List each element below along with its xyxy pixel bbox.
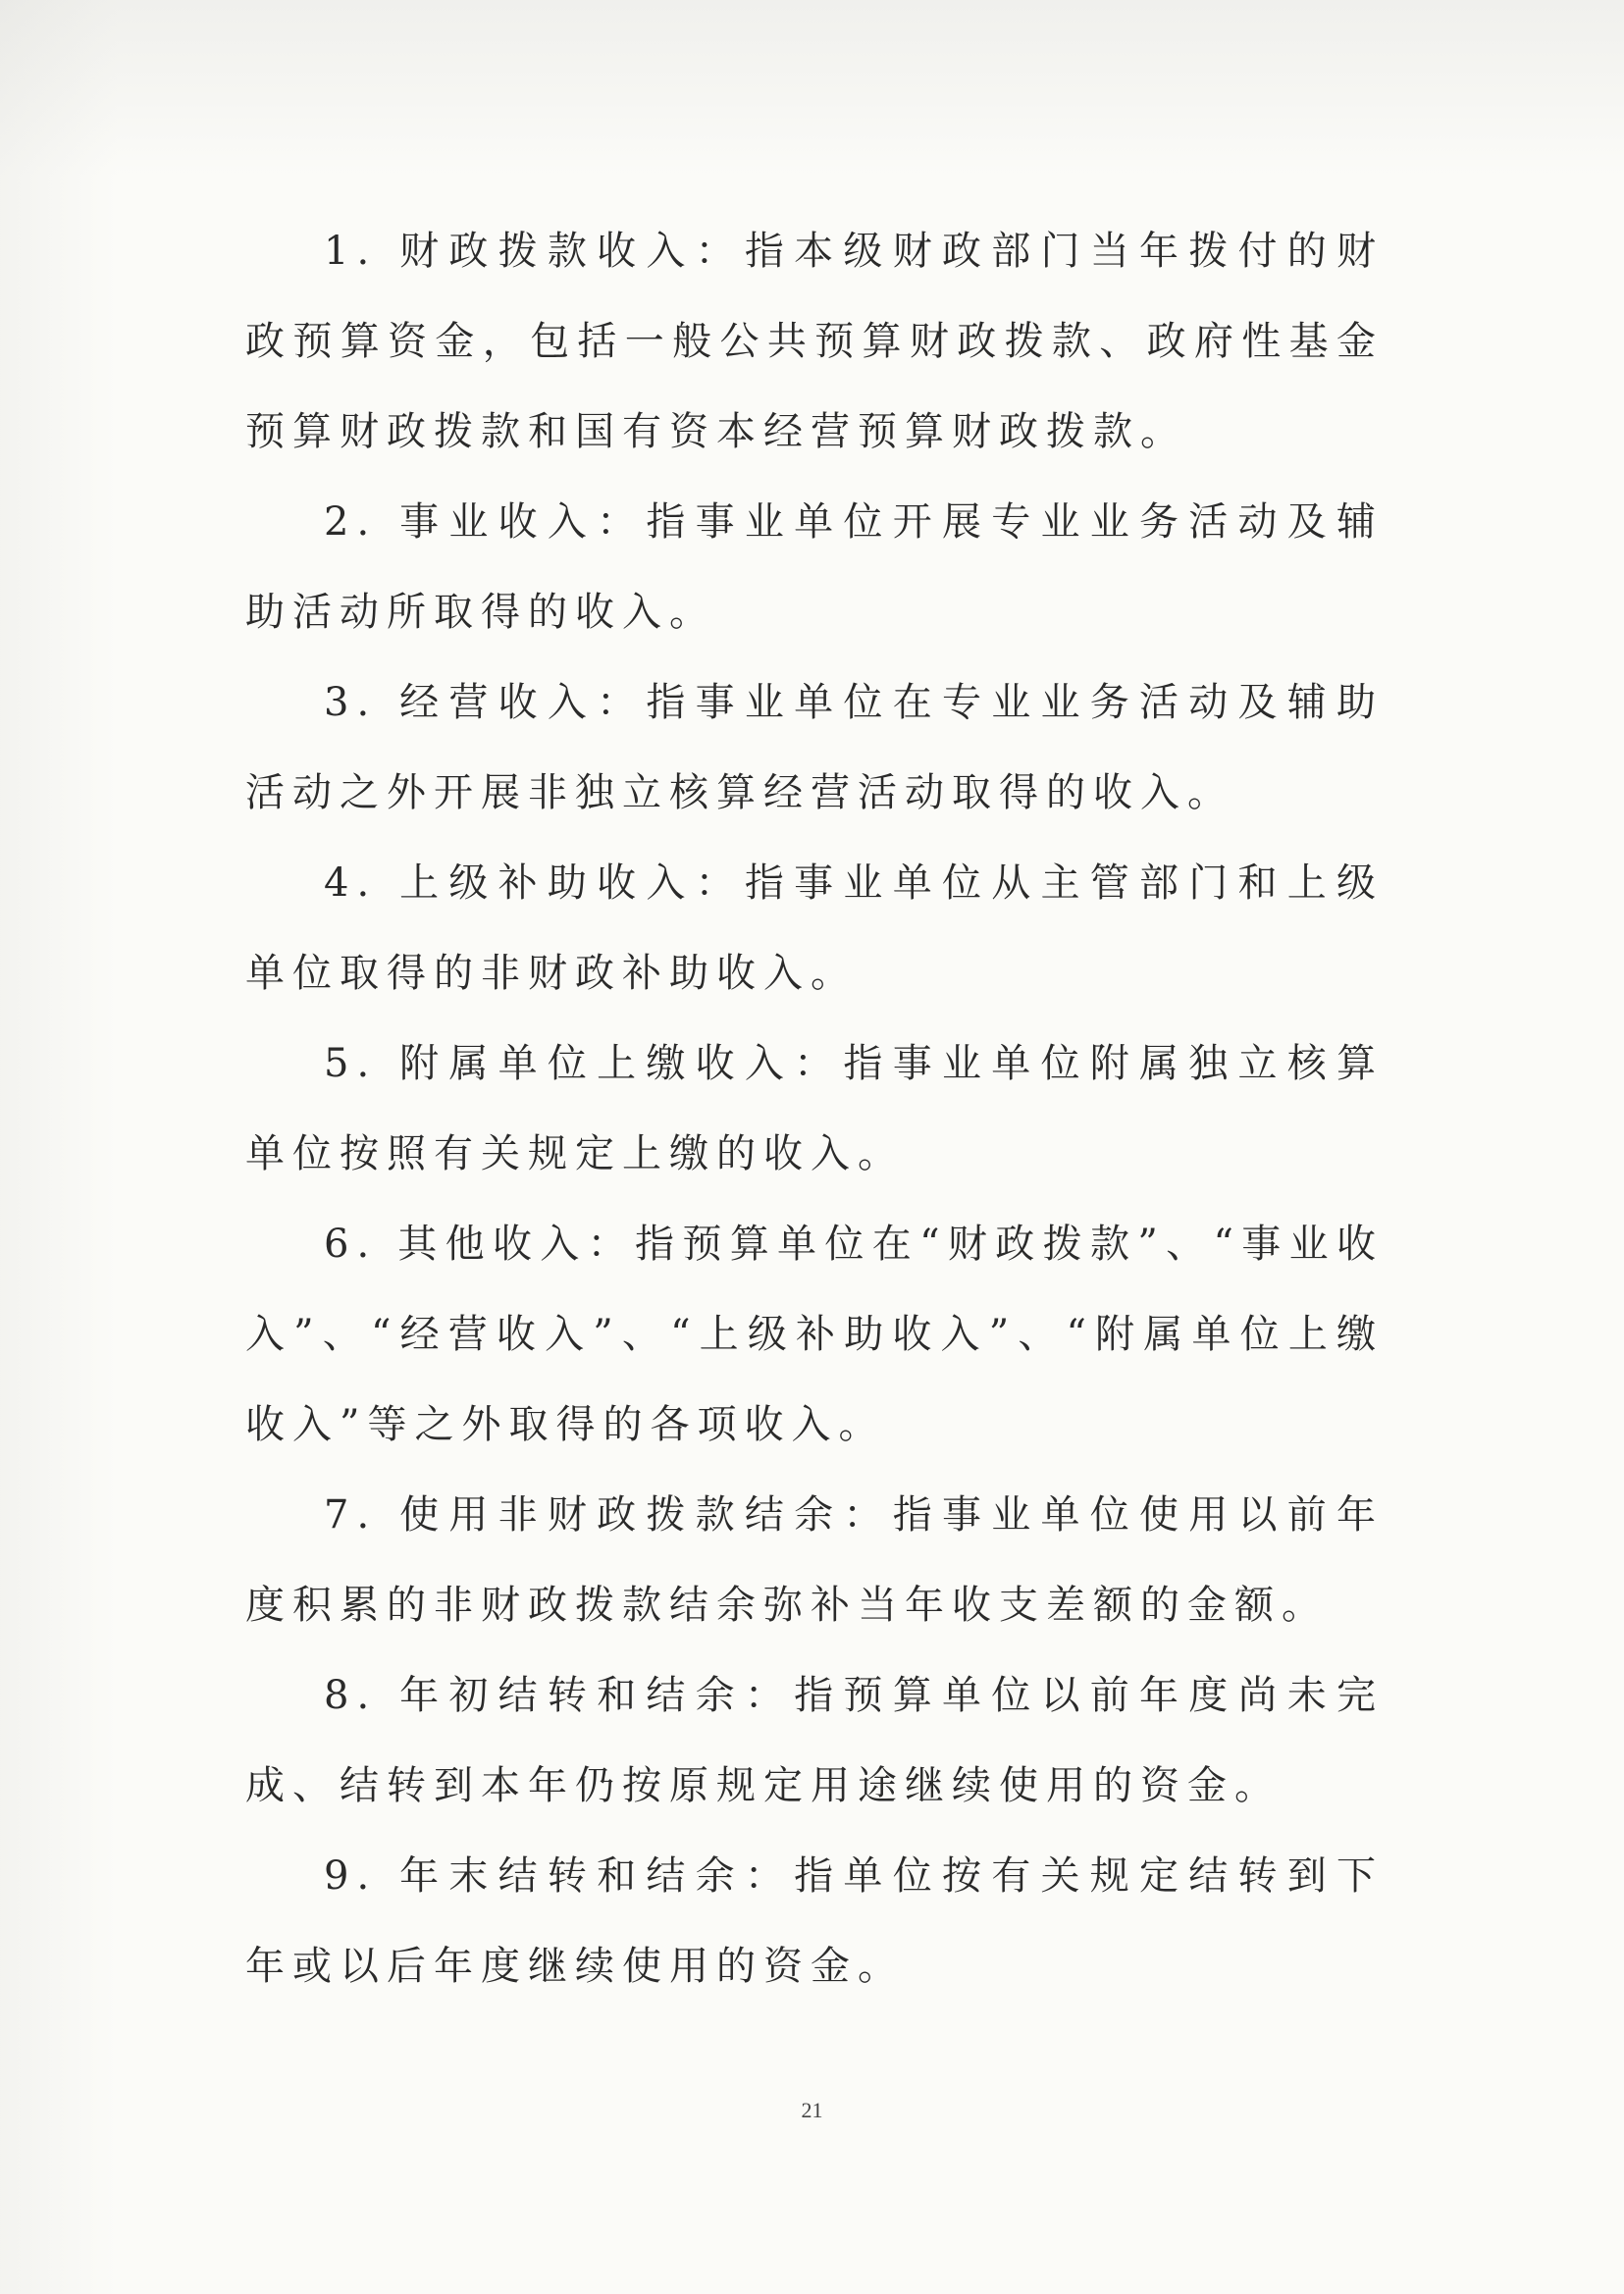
scan-shadow-left (0, 0, 118, 2294)
paragraph-operating-income: 3. 经营收入：指事业单位在专业业务活动及辅助活动之外开展非独立核算经营活动取得的收入。 (245, 680, 1384, 815)
paragraph-non-fiscal-surplus-use: 7. 使用非财政拨款结余：指事业单位使用以前年度积累的非财政拨款结余弥补当年收支差额的金额。 (245, 1492, 1384, 1628)
document-body (245, 206, 1384, 2011)
page-number: 21 (801, 2098, 823, 2122)
paragraph-ending-carryover: 9. 年末结转和结余：指单位按有关规定结转到下年或以后年度继续使用的资金。 (245, 1853, 1384, 1989)
paragraph-affiliated-unit-remittance: 5. 附属单位上缴收入：指事业单位附属独立核算单位按照有关规定上缴的收入。 (245, 1041, 1384, 1176)
scan-shadow-top (0, 0, 1624, 177)
paragraph-superior-subsidy-income: 4. 上级补助收入：指事业单位从主管部门和上级单位取得的非财政补助收入。 (245, 860, 1384, 996)
paragraph-business-income: 2. 事业收入：指事业单位开展专业业务活动及辅助活动所取得的收入。 (245, 499, 1384, 635)
paragraph-fiscal-appropriation-income: 1. 财政拨款收入：指本级财政部门当年拨付的财政预算资金，包括一般公共预算财政拨款、政府性基金预算财政拨款和国有资本经营预算财政拨款。 (245, 229, 1384, 454)
paragraph-other-income: 6. 其他收入：指预算单位在“财政拨款”、“事业收入”、“经营收入”、“上级补助收入”、“附属单位上缴收入”等之外取得的各项收入。 (245, 1222, 1384, 1447)
paragraph-beginning-carryover: 8. 年初结转和结余：指预算单位以前年度尚未完成、结转到本年仍按原规定用途继续使用的资金。 (245, 1673, 1384, 1808)
